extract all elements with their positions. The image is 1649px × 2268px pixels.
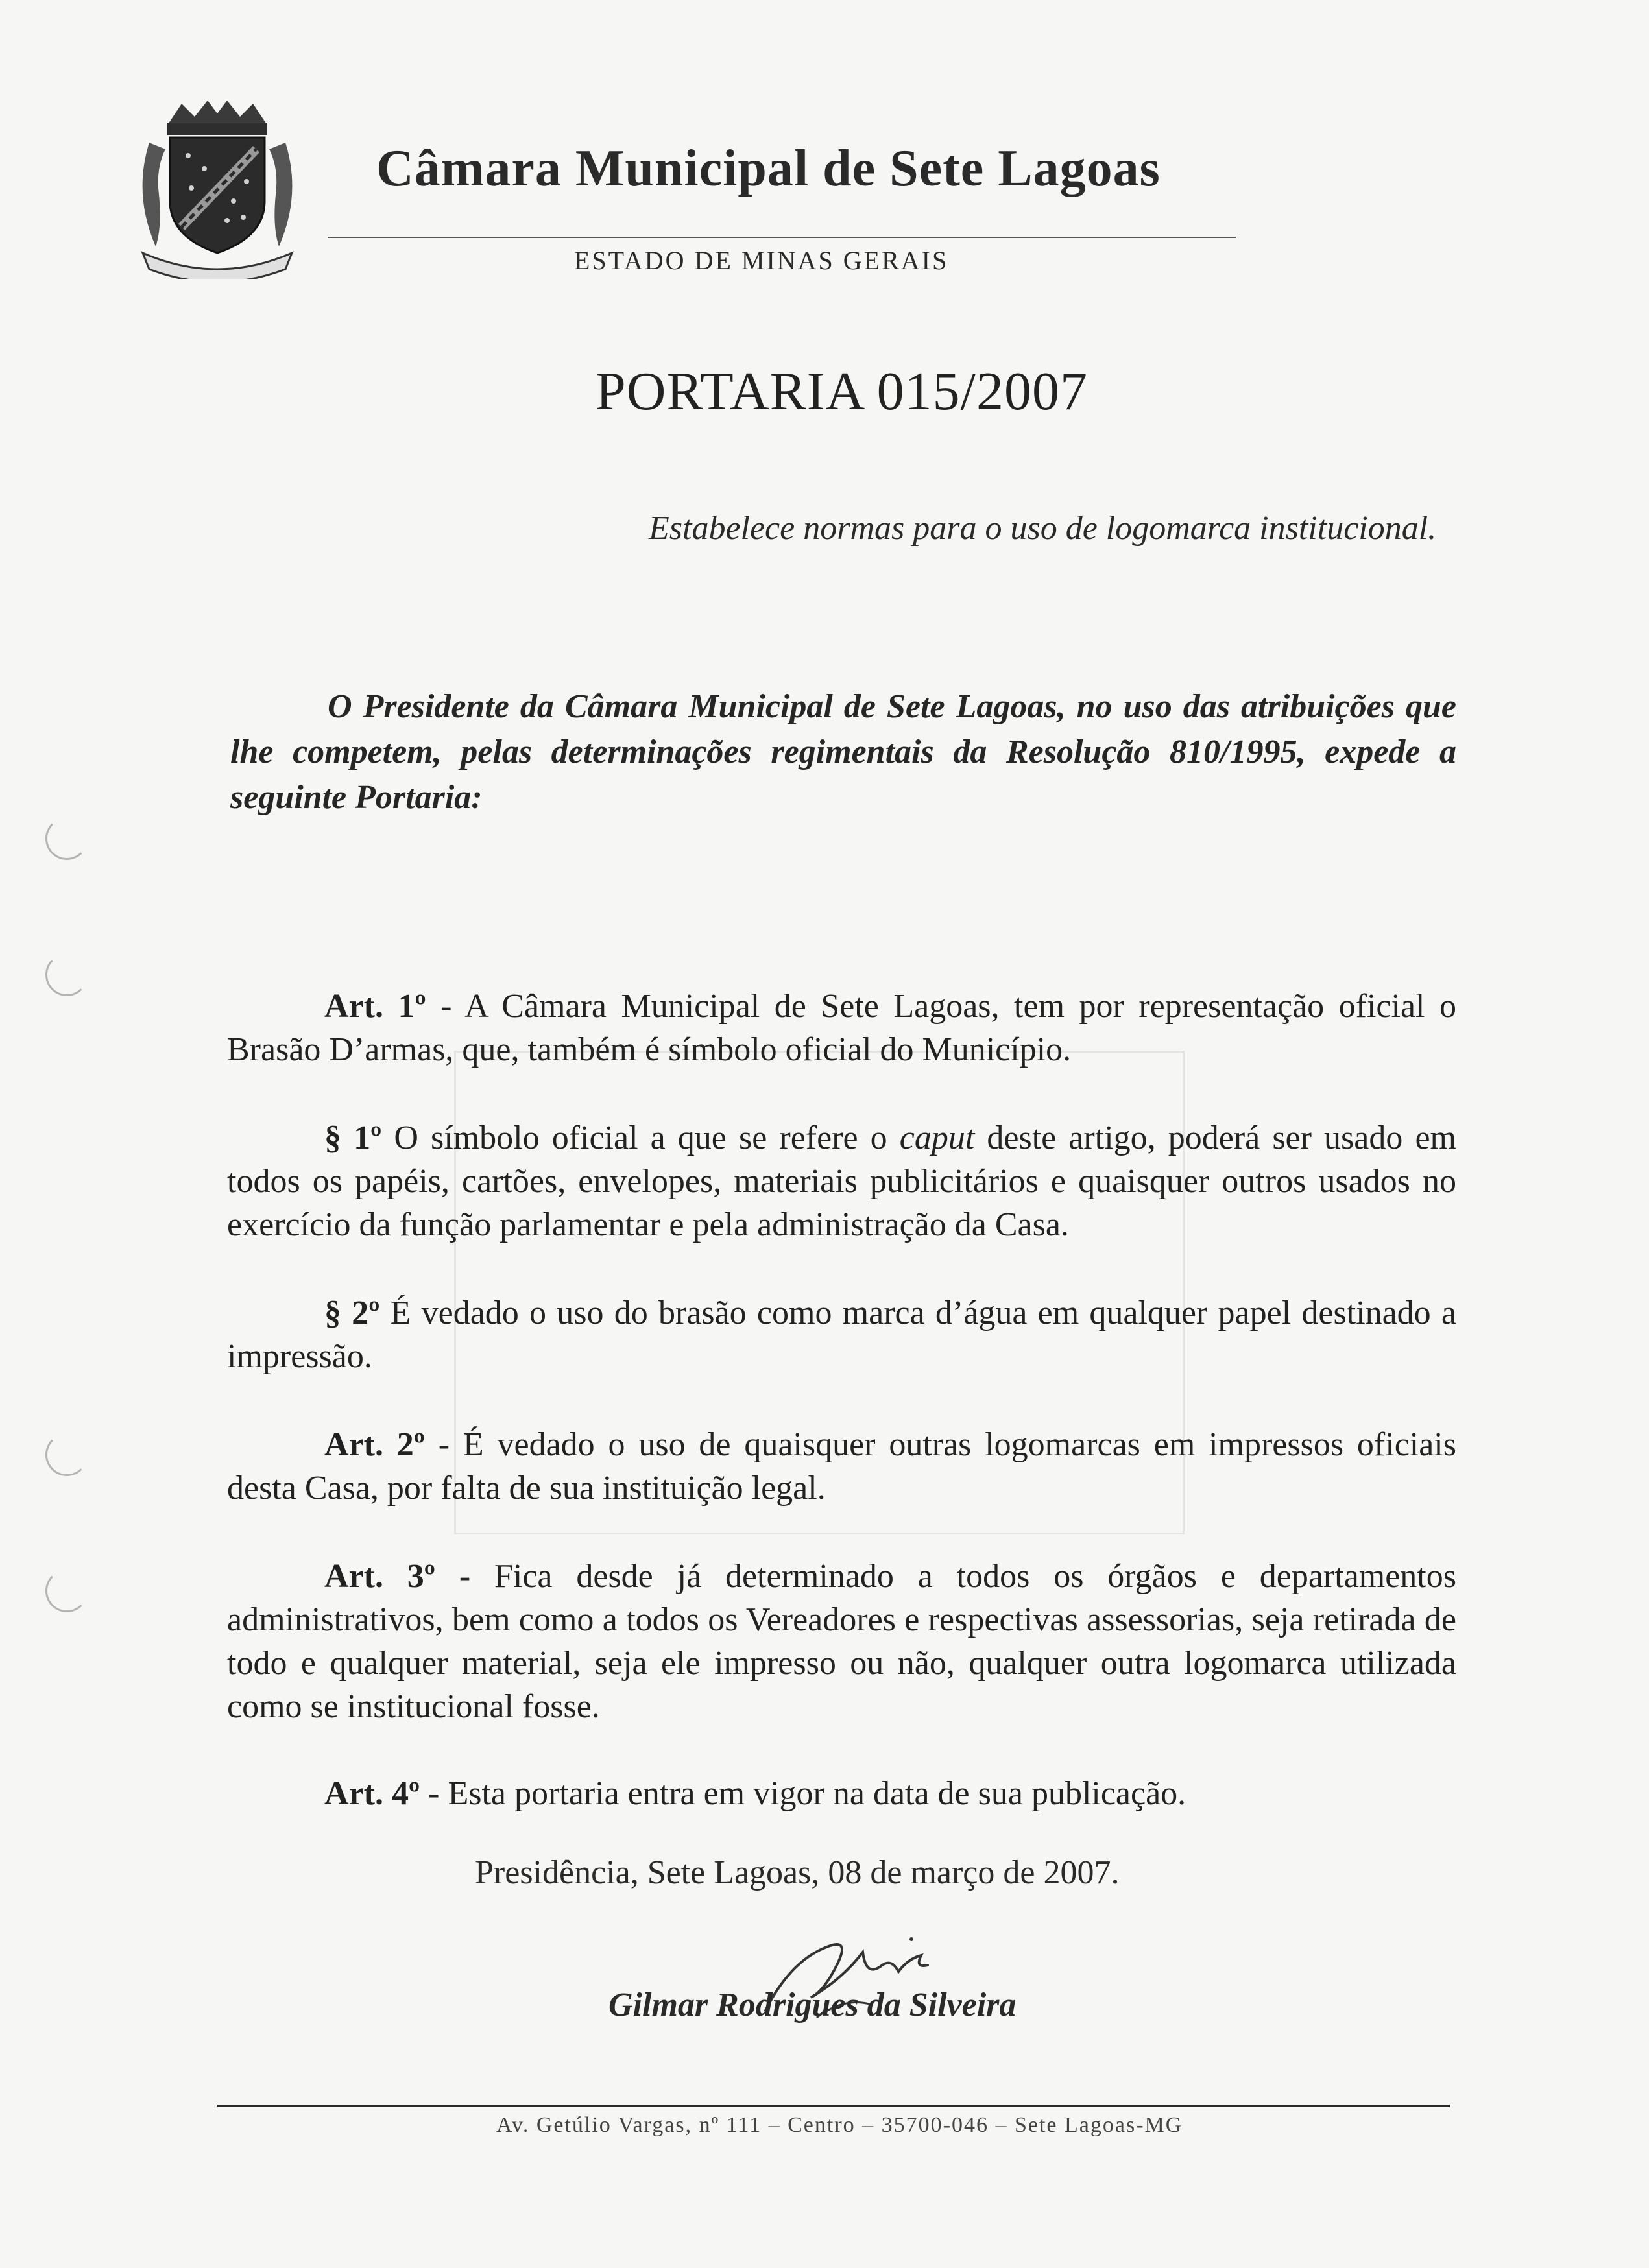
organization-name: Câmara Municipal de Sete Lagoas [376, 140, 1161, 197]
article-4 [227, 1772, 1456, 1815]
article-text: - É vedado o uso de quaisquer outras logomarcas em impressos oficiais desta Casa, por falta de sua instituição legal. [227, 1426, 1456, 1507]
article-label: Art. 2º [324, 1426, 425, 1463]
footer-address: Av. Getúlio Vargas, nº 111 – Centro – 35700-046 – Sete Lagoas-MG [496, 2113, 1183, 2137]
paragraph-emphasis: caput [899, 1119, 975, 1156]
paragraph-text: deste artigo, poderá ser usado em todos os papéis, cartões, envelopes, materiais publicitários e quaisquer outros usados no exercício da função parlamentar e pela administração da Casa. [227, 1119, 1456, 1243]
document-summary: Estabelece normas para o uso de logomarca institucional. [649, 510, 1437, 547]
coat-of-arms-icon [130, 97, 305, 279]
document-preamble: O Presidente da Câmara Municipal de Sete Lagoas, no uso das atribuições que lhe competem, pelas determinações regimentais da Resolução 810/1995, expede a seguinte Portaria: [230, 688, 1456, 816]
article-label: Art. 1º [324, 988, 426, 1025]
article-label: Art. 3º [324, 1558, 435, 1595]
paragraph-label: § 1º [324, 1119, 382, 1156]
paragraph-1 [227, 1116, 1456, 1247]
article-text: - Esta portaria entra em vigor na data de sua publicação. [420, 1775, 1186, 1812]
article-text: - Fica desde já determinado a todos os órgãos e departamentos administrativos, bem como a todos os Vereadores e respectivas assessorias, seja retirada de todo e qualquer material, seja ele impresso ou não, qualquer outra logomarca utilizada como se institucional fosse. [227, 1558, 1456, 1725]
article-text: - A Câmara Municipal de Sete Lagoas, tem por representação oficial o Brasão D’armas, que, também é símbolo oficial do Município. [227, 988, 1456, 1068]
paragraph-2 [227, 1291, 1456, 1378]
place-and-date: Presidência, Sete Lagoas, 08 de março de 2007. [475, 1854, 1120, 1891]
article-3 [227, 1555, 1456, 1728]
state-name: ESTADO DE MINAS GERAIS [574, 246, 949, 275]
document-title: PORTARIA 015/2007 [596, 361, 1088, 422]
punch-hole-mark [45, 817, 88, 860]
article-1 [227, 985, 1456, 1071]
paragraph-text: O símbolo oficial a que se refere o [381, 1119, 900, 1156]
document-body [227, 985, 1456, 1860]
signer-name: Gilmar Rodrigues da Silveira [608, 1987, 1017, 2023]
punch-hole-mark [45, 1570, 88, 1612]
paragraph-label: § 2º [324, 1295, 380, 1331]
punch-hole-mark [45, 953, 88, 996]
article-label: Art. 4º [324, 1775, 420, 1812]
paragraph-text: É vedado o uso do brasão como marca d’água em qualquer papel destinado a impressão. [227, 1295, 1456, 1375]
footer-divider [217, 2105, 1450, 2107]
punch-hole-mark [45, 1433, 88, 1476]
article-2 [227, 1423, 1456, 1510]
header-divider [328, 237, 1236, 238]
